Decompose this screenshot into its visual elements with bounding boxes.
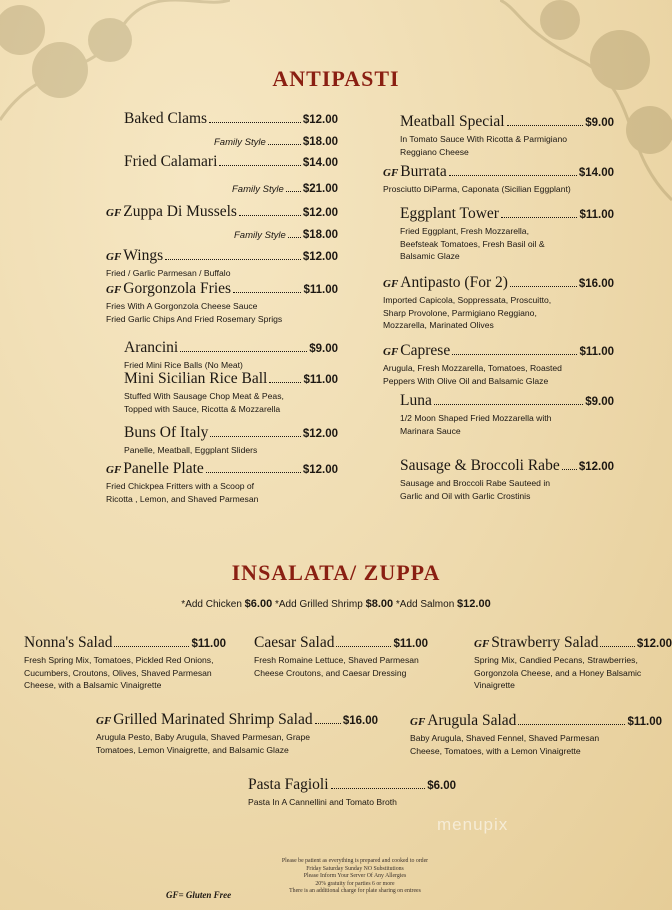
leader-dots: [449, 175, 577, 176]
description-line: Cheese, with a Balsamic Vinaigrette: [24, 680, 162, 690]
item-price: $9.00: [585, 117, 614, 129]
menu-item-row: [400, 113, 614, 131]
description-line: Balsamic Glaze: [400, 251, 460, 261]
menu-item-row: [106, 203, 338, 221]
description-line: Marinara Sauce: [400, 425, 461, 436]
footer-note-line: Please be patient as everything is prepared and cooked to order: [281, 858, 429, 864]
gluten-free-legend: GF= Gluten Free: [166, 890, 232, 900]
item-price: $12.00: [302, 114, 338, 126]
gluten-free-mark: GF: [96, 715, 112, 727]
description-line: Stuffed With Sausage Chop Meat & Peas,: [124, 391, 284, 401]
gluten-free-mark: GF: [106, 207, 122, 219]
gluten-free-mark: GF: [106, 464, 122, 476]
menu-item-pasta-fagioli: [248, 776, 456, 809]
description-line: Beefsteak Tomatoes, Fresh Basil oil &: [400, 238, 545, 249]
description-line: Fried Eggplant, Fresh Mozzarella,: [400, 226, 529, 236]
item-name: Zuppa Di Mussels: [123, 203, 237, 220]
leader-dots: [518, 724, 625, 725]
item-description: [106, 300, 338, 325]
footer-notes: [230, 858, 480, 896]
item-name: Caesar Salad: [254, 634, 335, 651]
description-line: Cucumbers, Croutons, Olives, Shaved Parmesan: [24, 667, 212, 678]
leader-dots: [286, 191, 301, 192]
item-price: $16.00: [342, 715, 378, 727]
addon-chicken-price: $6.00: [244, 598, 273, 610]
description-line: Cheese, Tomatoes, with a Lemon Vinaigrette: [410, 745, 581, 756]
item-description: [24, 654, 226, 692]
menu-item-gorgonzola-fries: [106, 280, 338, 325]
menu-item-row: [124, 110, 338, 128]
gluten-free-mark: GF: [383, 167, 399, 179]
antipasti-heading: ANTIPASTI: [272, 66, 400, 91]
menu-item-caesar-salad: [254, 634, 428, 679]
menu-item-wings: [106, 247, 338, 280]
description-line: Fried Garlic Chips And Fried Rosemary Sprigs: [106, 313, 283, 324]
item-name: Grilled Marinated Shrimp Salad: [113, 711, 313, 728]
item-name: Arugula Salad: [427, 712, 517, 729]
footer-note-line: There is an additional charge for plate sharing on entrees: [289, 888, 421, 894]
description-line: Tomatoes, Lemon Vinaigrette, and Balsamic Glaze: [96, 744, 289, 755]
menu-item-row: [124, 153, 338, 171]
description-line: Garlic and Oil with Garlic Crostinis: [400, 490, 531, 501]
item-price: $18.00: [302, 136, 338, 148]
menu-item-row: [248, 776, 456, 794]
item-name: Luna: [400, 392, 432, 409]
item-price: $14.00: [578, 167, 614, 179]
item-price: $11.00: [579, 209, 614, 221]
menu-item-row: [254, 634, 428, 652]
menu-item-grilled-marinated-shrimp-salad: [96, 711, 378, 756]
description-line: Ricotta , Lemon, and Shaved Parmesan: [106, 493, 259, 504]
description-line: Reggiano Cheese: [400, 146, 469, 157]
menu-item-row: [124, 370, 338, 388]
description-line: Fries With A Gorgonzola Cheese Sauce: [106, 301, 258, 311]
item-name: Caprese: [400, 342, 451, 359]
addon-salmon-label: *Add Salmon: [395, 599, 455, 610]
addon-salmon-price: $12.00: [457, 598, 491, 610]
leader-dots: [219, 165, 300, 166]
description-line: Fried Chickpea Fritters with a Scoop of: [106, 481, 255, 491]
footer-note-line: 20% gratuity for parties 6 or more: [315, 880, 395, 887]
family-style-label: Family Style: [232, 184, 284, 195]
item-description: [400, 477, 614, 502]
leader-dots: [452, 354, 577, 355]
item-description: [474, 654, 672, 692]
item-price: $11.00: [579, 346, 614, 358]
item-price: $21.00: [302, 183, 338, 195]
item-price: $12.00: [302, 428, 338, 440]
menu-item-row: [124, 424, 338, 442]
menu-item-row: [214, 136, 338, 149]
item-name: Mini Sicilian Rice Ball: [124, 370, 268, 387]
item-description: [383, 294, 614, 332]
family-style-family-style: [234, 229, 338, 242]
menu-item-arancini: [124, 339, 338, 372]
watermark: menupix: [437, 815, 509, 834]
item-price: $11.00: [191, 638, 226, 650]
description-line: Panelle, Meatball, Eggplant Sliders: [124, 445, 258, 455]
item-price: $6.00: [427, 780, 456, 792]
item-price: $9.00: [309, 343, 338, 355]
item-price: $11.00: [303, 284, 338, 296]
item-name: Buns Of Italy: [124, 424, 209, 441]
description-line: Pasta In A Cannellini and Tomato Broth: [248, 797, 397, 807]
family-style-family-style: [214, 136, 338, 149]
description-line: Fried Mini Rice Balls (No Meat): [124, 360, 243, 370]
description-line: Peppers With Olive Oil and Balsamic Glaze: [383, 375, 549, 386]
item-name: Wings: [123, 247, 164, 264]
leader-dots: [600, 646, 634, 647]
item-price: $12.00: [636, 638, 672, 650]
item-description: [400, 133, 614, 158]
description-line: Fried / Garlic Parmesan / Buffalo: [106, 268, 231, 278]
item-name: Sausage & Broccoli Rabe: [400, 457, 560, 474]
gluten-free-mark: GF: [106, 284, 122, 296]
menu-item-row: [106, 247, 338, 265]
menu-item-arugula-salad: [410, 712, 662, 757]
menu-item-row: [234, 229, 338, 242]
insalata-heading: INSALATA/ ZUPPA: [231, 560, 441, 585]
item-price: $11.00: [303, 374, 338, 386]
item-price: $16.00: [578, 278, 614, 290]
addon-shrimp-label: *Add Grilled Shrimp: [274, 599, 363, 610]
description-line: Fresh Spring Mix, Tomatoes, Pickled Red Onions,: [24, 655, 214, 665]
gluten-free-mark: GF: [106, 251, 122, 263]
menu-item-antipasto-for-2: [383, 274, 614, 332]
description-line: Sausage and Broccoli Rabe Sauteed in: [400, 478, 551, 488]
item-name: Panelle Plate: [123, 460, 204, 477]
item-description: [96, 731, 378, 756]
menu-item-baked-clams: [124, 110, 338, 128]
menu-item-burrata: [383, 163, 614, 196]
leader-dots: [268, 144, 301, 145]
item-name: Fried Calamari: [124, 153, 218, 170]
leader-dots: [239, 215, 301, 216]
leader-dots: [336, 646, 391, 647]
menu-item-row: [106, 280, 338, 298]
menu-item-eggplant-tower: [400, 205, 614, 263]
menu-item-row: [96, 711, 378, 729]
description-line: Baby Arugula, Shaved Fennel, Shaved Parmesan: [410, 733, 600, 743]
menu-item-fried-calamari: [124, 153, 338, 171]
leader-dots: [165, 259, 301, 260]
gluten-free-mark: GF: [410, 716, 426, 728]
leader-dots: [206, 472, 301, 473]
item-name: Burrata: [400, 163, 447, 180]
description-line: Imported Capicola, Soppressata, Proscuitto,: [383, 295, 552, 305]
description-line: Cheese Croutons, and Caesar Dressing: [254, 667, 407, 678]
description-line: Fresh Romaine Lettuce, Shaved Parmesan: [254, 655, 419, 665]
description-line: Arugula, Fresh Mozzarella, Tomatoes, Roasted: [383, 363, 562, 373]
addon-chicken-label: *Add Chicken: [181, 599, 242, 610]
add-ons-line: [0, 598, 672, 610]
item-description: [248, 796, 456, 809]
leader-dots: [562, 469, 577, 470]
footer-note-line: Please Inform Your Server Of Any Allergies: [303, 873, 407, 879]
item-description: [383, 362, 614, 387]
item-name: Gorgonzola Fries: [123, 280, 232, 297]
item-price: $9.00: [585, 396, 614, 408]
item-price: $11.00: [393, 638, 428, 650]
item-name: Baked Clams: [124, 110, 208, 127]
menu-item-buns-of-italy: [124, 424, 338, 457]
item-name: Eggplant Tower: [400, 205, 499, 222]
addon-shrimp-price: $8.00: [365, 598, 394, 610]
menu-item-row: [383, 163, 614, 181]
leader-dots: [501, 217, 578, 218]
description-line: Vinaigrette: [474, 680, 515, 690]
menu-item-row: [400, 457, 614, 475]
menu-item-row: [383, 274, 614, 292]
item-description: [383, 183, 614, 196]
item-description: [124, 390, 338, 415]
item-description: [106, 267, 338, 280]
item-price: $18.00: [302, 229, 338, 241]
item-name: Strawberry Salad: [491, 634, 599, 651]
item-price: $11.00: [627, 716, 662, 728]
item-name: Meatball Special: [400, 113, 505, 130]
menu-item-nonna-s-salad: [24, 634, 226, 692]
leader-dots: [209, 122, 301, 123]
description-line: Arugula Pesto, Baby Arugula, Shaved Parmesan, Grape: [96, 732, 311, 742]
menu-item-row: [24, 634, 226, 652]
item-description: [400, 225, 614, 263]
footer-note-line: Friday Saturday Sunday NO Substitutions: [306, 865, 404, 872]
gluten-free-mark: GF: [383, 346, 399, 358]
leader-dots: [507, 125, 584, 126]
menu-item-sausage-broccoli-rabe: [400, 457, 614, 502]
leader-dots: [315, 723, 341, 724]
item-name: Arancini: [124, 339, 179, 356]
item-name: Antipasto (For 2): [400, 274, 508, 291]
item-description: [254, 654, 428, 679]
menu-item-row: [474, 634, 672, 652]
menu-item-row: [410, 712, 662, 730]
gluten-free-mark: GF: [383, 278, 399, 290]
item-description: [124, 444, 338, 457]
description-line: Sharp Provolone, Parmigiano Reggiano,: [383, 307, 537, 318]
gluten-free-mark: GF: [474, 638, 490, 650]
leader-dots: [210, 436, 300, 437]
menu-item-row: [106, 460, 338, 478]
menu-item-strawberry-salad: [474, 634, 672, 692]
description-line: Spring Mix, Candied Pecans, Strawberries,: [474, 655, 638, 665]
item-name: Pasta Fagioli: [248, 776, 329, 793]
menu-item-zuppa-di-mussels: [106, 203, 338, 221]
family-style-label: Family Style: [234, 230, 286, 241]
item-price: $12.00: [302, 464, 338, 476]
menu-item-row: [400, 392, 614, 410]
description-line: Gorgonzola Cheese, and a Honey Balsamic: [474, 667, 642, 678]
leader-dots: [269, 382, 301, 383]
menu-item-row: [232, 183, 338, 196]
item-description: [410, 732, 662, 757]
leader-dots: [180, 351, 307, 352]
description-line: Topped with Sauce, Ricotta & Mozzarella: [124, 403, 281, 414]
family-style-family-style: [232, 183, 338, 196]
leader-dots: [114, 646, 189, 647]
item-price: $12.00: [302, 251, 338, 263]
leader-dots: [510, 286, 577, 287]
leader-dots: [331, 788, 426, 789]
menu-item-caprese: [383, 342, 614, 387]
description-line: Mozzarella, Marinated Olives: [383, 320, 494, 330]
menu-item-mini-sicilian-rice-ball: [124, 370, 338, 415]
item-price: $12.00: [302, 207, 338, 219]
leader-dots: [233, 292, 301, 293]
menu-item-luna: [400, 392, 614, 437]
leader-dots: [288, 237, 301, 238]
menu-item-row: [383, 342, 614, 360]
leader-dots: [434, 404, 583, 405]
menu-item-row: [124, 339, 338, 357]
item-description: [400, 412, 614, 437]
family-style-label: Family Style: [214, 137, 266, 148]
item-price: $12.00: [578, 461, 614, 473]
menu-item-row: [400, 205, 614, 223]
menu-item-meatball-special: [400, 113, 614, 158]
description-line: 1/2 Moon Shaped Fried Mozzarella with: [400, 413, 552, 423]
item-description: [106, 480, 338, 505]
description-line: In Tomato Sauce With Ricotta & Parmigiano: [400, 134, 568, 144]
item-name: Nonna's Salad: [24, 634, 113, 651]
description-line: Prosciutto DiParma, Caponata (Sicilian Eggplant): [383, 184, 571, 194]
menu-item-panelle-plate: [106, 460, 338, 505]
item-price: $14.00: [302, 157, 338, 169]
